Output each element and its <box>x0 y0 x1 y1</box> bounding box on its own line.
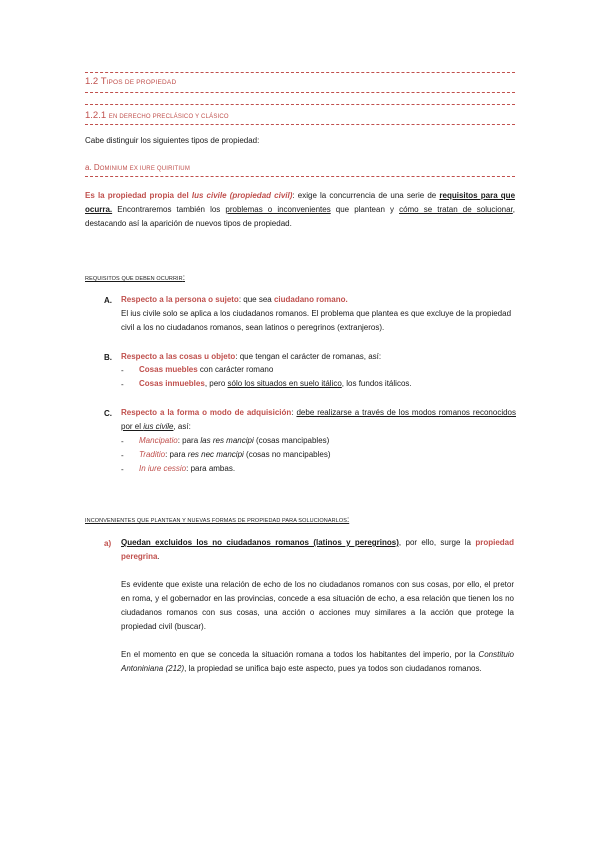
req-b-item-1: Cosas muebles con carácter romano <box>139 365 274 374</box>
req-b-title: Respecto a las cosas u objeto: que tengan el carácter de romanas, así: <box>121 352 382 361</box>
req-b-item-2-dash: - <box>121 380 124 389</box>
heading-rule-top <box>85 72 515 73</box>
req-b-item-2: Cosas inmuebles, pero sólo los situados en suelo itálico, los fundos itálicos. <box>139 379 412 388</box>
dominium-heading <box>85 163 515 172</box>
req-b-item-1-dash: - <box>121 366 124 375</box>
req-c-item-1: Mancipatio: para las res mancipi (cosas mancipables) <box>139 436 330 445</box>
inc-a-title: Quedan excluidos los no ciudadanos romanos (latinos y peregrinos), por ello, surge la propiedad peregrina. <box>121 538 515 561</box>
section-heading-1-2-1 <box>85 110 515 121</box>
heading-rule-bottom <box>85 92 515 93</box>
req-c-item-1-dash: - <box>121 437 124 446</box>
req-c-item-2: Traditio: para res nec mancipi (cosas no mancipables) <box>139 450 331 459</box>
req-c-title: Respecto a la forma o modo de adquisición: debe realizarse a través de los modos romanos reconocidos por el ius civile, así: <box>121 408 516 431</box>
dominium-first-letter: D <box>93 163 100 172</box>
req-a-title: Respecto a la persona o sujeto: que sea ciudadano romano. <box>121 295 348 304</box>
requisitos-heading: REQUISITOS QUE DEBEN OCURRIR: <box>85 273 185 282</box>
definition-paragraph: Es la propiedad propia del Ius civile (propiedad civil): exige la concurrencia de una serie de requisitos para que ocurra. Encontraremos también los problemas o inconvenientes que plantean y cómo se tratan de solucionar, destacando así la aparición de nuevos tipos de propiedad. <box>85 191 516 228</box>
dominium-rule <box>85 176 515 177</box>
req-c-item-2-dash: - <box>121 451 124 460</box>
req-c-item-3: In iure cessio: para ambas. <box>139 464 236 473</box>
dominium-number: a. <box>85 163 92 172</box>
req-a-body: El ius civile solo se aplica a los ciudadanos romanos. El problema que plantea es que excluye de la propiedad civil a los no ciudadanos romanos, sean latinos o peregrinos (extranjeros). <box>121 309 512 332</box>
req-a-marker: A. <box>104 296 112 305</box>
inconvenientes-heading: INCONVENIENTES QUE PLANTEAN Y NUEVAS FORMAS DE PROPIEDAD PARA SOLUCIONARLOS: <box>85 515 350 524</box>
inc-a-paragraph-2: En el momento en que se conceda la situación romana a todos los habitantes del imperio, por la Constituio Antoniniana (212), la propiedad se unifica bajo este aspecto, pues ya todos son ciudadanos romanos. <box>121 650 514 673</box>
intro-paragraph: Cabe distinguir los siguientes tipos de propiedad: <box>85 136 260 145</box>
subheading-rule-bottom <box>85 124 515 125</box>
subheading-number: 1.2.1 <box>85 110 107 121</box>
heading-number: 1.2 <box>85 76 99 87</box>
inc-a-marker: a) <box>104 539 112 548</box>
heading-first-letter: T <box>100 76 107 87</box>
dominium-text: OMINIUM EX IURE QUIRITIUM <box>99 166 191 172</box>
req-c-marker: C. <box>104 409 112 418</box>
req-c-item-3-dash: - <box>121 465 124 474</box>
subheading-rule-top <box>85 104 515 105</box>
section-heading-1-2 <box>85 76 515 87</box>
heading-text: IPOS DE PROPIEDAD <box>106 79 177 86</box>
subheading-text: EN DERECHO PRECLÁSICO Y CLÁSICO <box>108 114 229 120</box>
req-b-marker: B. <box>104 353 112 362</box>
inc-a-paragraph-1: Es evidente que existe una relación de echo de los no ciudadanos romanos con sus cosas, por ello, el pretor en roma, y el gobernador en las provincias, concede a esa situación de echo, a esa relación que tienen los no ciudadanos romanos con sus cosas, una acción o acciones muy similares a la acción que protege la propiedad civil (buscar). <box>121 580 514 631</box>
